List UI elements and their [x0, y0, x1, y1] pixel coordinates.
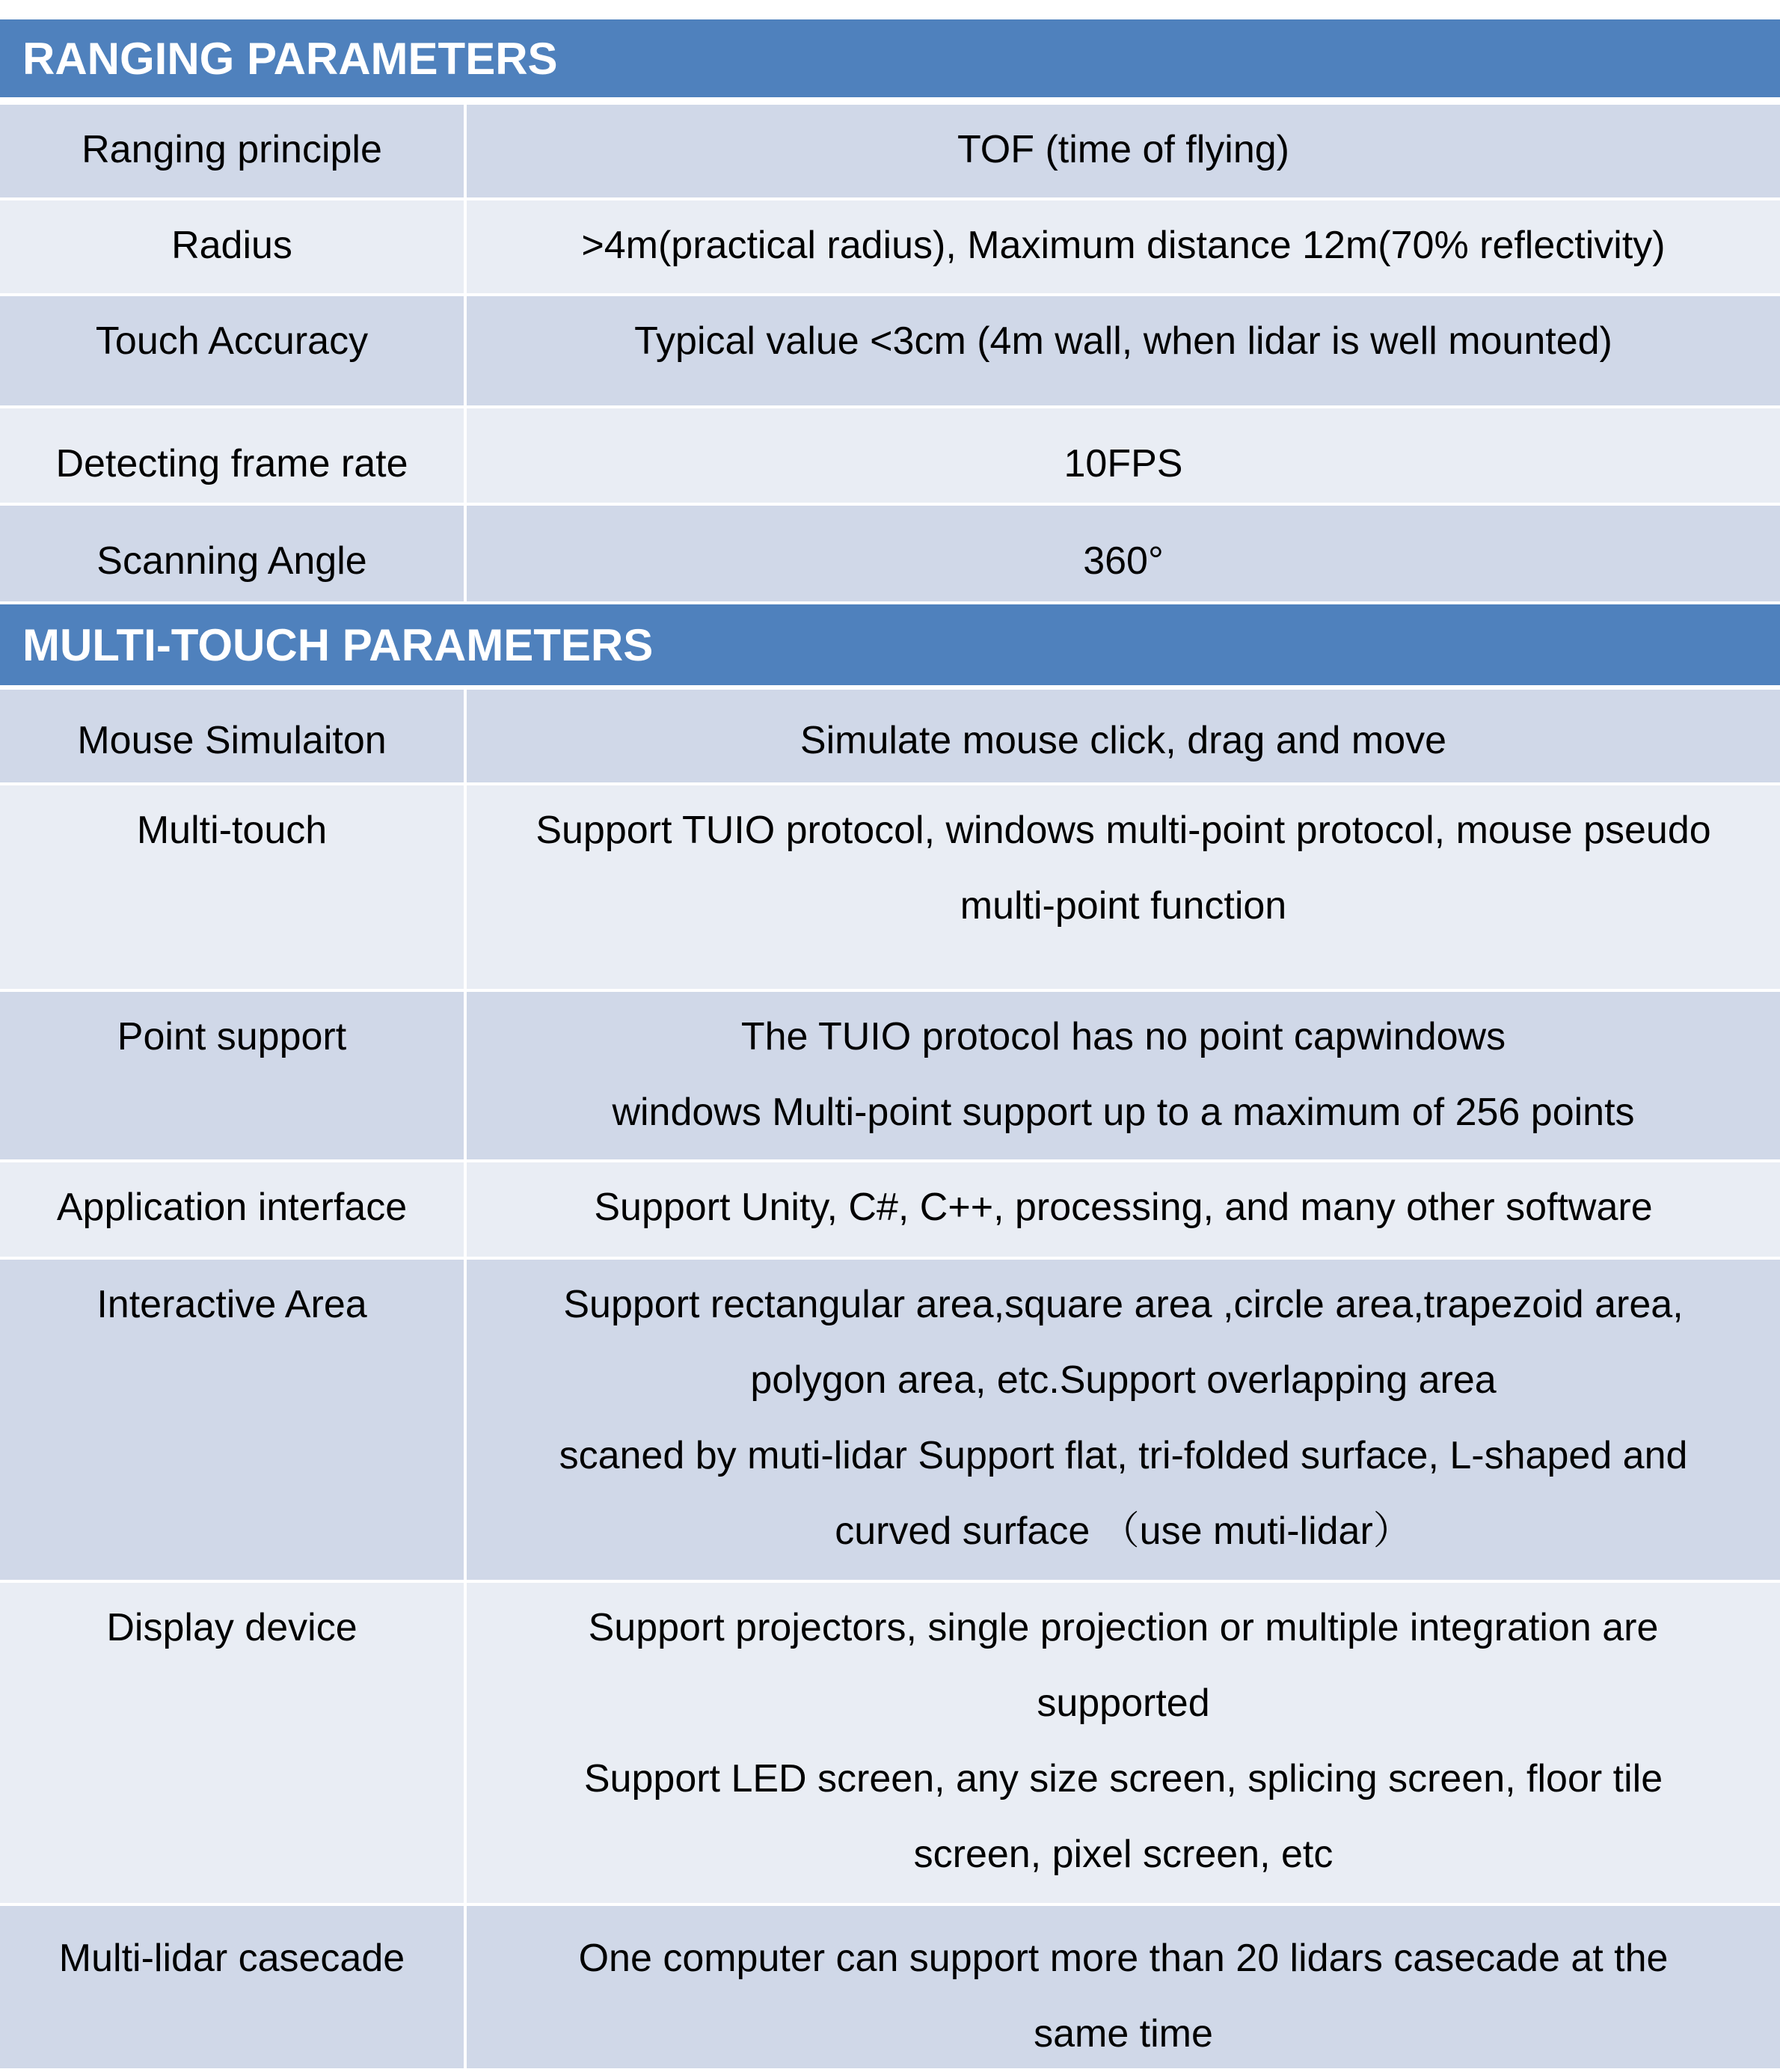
table-row — [0, 105, 1780, 197]
value-line: 10FPS — [1064, 442, 1183, 485]
value-line: polygon area, etc.Support overlapping area — [750, 1358, 1497, 1402]
row-value — [467, 690, 1780, 782]
value-line: The TUIO protocol has no point capwindows — [740, 1015, 1506, 1058]
value-line: Support TUIO protocol, windows multi-point protocol, mouse pseudo — [535, 809, 1711, 852]
table-row — [0, 785, 1780, 989]
table-row — [0, 200, 1780, 293]
row-label: Point support — [117, 1015, 347, 1058]
value-line: windows Multi-point support up to a maximum of 256 points — [612, 1091, 1635, 1134]
row-label: Scanning Angle — [96, 539, 367, 583]
table-row — [0, 1583, 1780, 1903]
section-header-multi-touch — [0, 604, 1780, 685]
row-label: Multi-lidar casecade — [58, 1937, 405, 1980]
value-line: Support Unity, C#, C++, processing, and many other software — [594, 1186, 1653, 1229]
row-value — [467, 296, 1780, 405]
table-row — [0, 408, 1780, 503]
table-row — [0, 992, 1780, 1159]
value-line: 360° — [1083, 539, 1164, 583]
section-title: MULTI-TOUCH PARAMETERS — [22, 619, 654, 670]
row-value — [467, 506, 1780, 601]
table-row — [0, 1906, 1780, 2068]
value-line: Support projectors, single projection or multiple integration are — [588, 1606, 1659, 1649]
row-value — [467, 105, 1780, 197]
value-line: TOF (time of flying) — [957, 128, 1289, 171]
value-line: scaned by muti-lidar Support flat, tri-folded surface, L-shaped and — [559, 1434, 1688, 1477]
value-line: Simulate mouse click, drag and move — [800, 719, 1447, 762]
table-row — [0, 506, 1780, 601]
value-line: One computer can support more than 20 lidars casecade at the — [578, 1937, 1669, 1980]
value-line: Support LED screen, any size screen, splicing screen, floor tile — [583, 1757, 1663, 1800]
table-row — [0, 690, 1780, 782]
row-label: Detecting frame rate — [55, 442, 408, 485]
row-label: Ranging principle — [82, 128, 382, 171]
table-row — [0, 1260, 1780, 1580]
value-line: >4m(practical radius), Maximum distance 12m(70% reflectivity) — [581, 224, 1666, 267]
row-label: Application interface — [56, 1186, 408, 1229]
value-line: supported — [1037, 1682, 1210, 1725]
row-value — [467, 1906, 1780, 2068]
value-line: Typical value <3cm (4m wall, when lidar is well mounted) — [634, 319, 1612, 363]
table-row — [0, 1162, 1780, 1257]
value-line: same time — [1034, 2012, 1213, 2056]
section-header-ranging — [0, 19, 1780, 97]
row-value — [467, 1583, 1780, 1903]
row-value — [467, 200, 1780, 293]
row-value — [467, 1260, 1780, 1580]
row-value — [467, 785, 1780, 989]
row-label: Multi-touch — [136, 809, 328, 852]
row-label: Display device — [106, 1606, 357, 1649]
row-label: Radius — [171, 224, 292, 267]
value-line: curved surface （use muti-lidar） — [835, 1509, 1412, 1553]
row-value — [467, 408, 1780, 503]
section-title: RANGING PARAMETERS — [22, 33, 558, 84]
value-line: multi-point function — [960, 884, 1287, 928]
row-value — [467, 1162, 1780, 1257]
row-value — [467, 992, 1780, 1159]
value-line: Support rectangular area,square area ,circle area,trapezoid area, — [563, 1283, 1684, 1326]
value-line: screen, pixel screen, etc — [913, 1833, 1334, 1876]
row-label: Touch Accuracy — [95, 319, 369, 363]
table-row — [0, 296, 1780, 405]
row-label: Interactive Area — [96, 1283, 367, 1326]
row-label: Mouse Simulaiton — [77, 719, 387, 762]
